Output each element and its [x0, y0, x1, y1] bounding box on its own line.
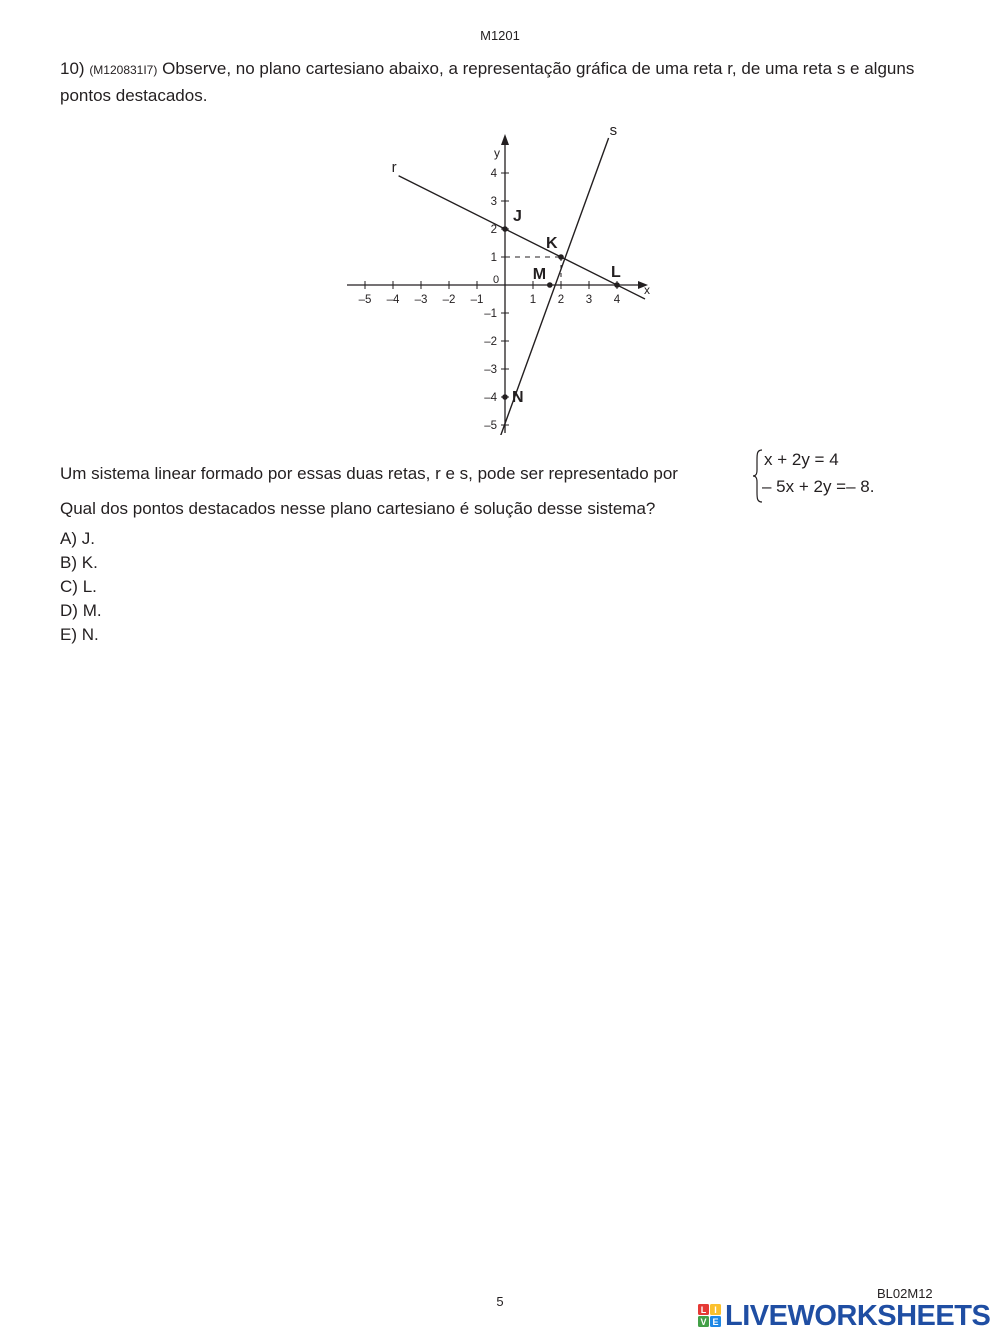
point-l [614, 282, 620, 288]
option-text: J. [81, 529, 95, 548]
option-text: L. [82, 577, 97, 596]
option-letter: E) [60, 625, 77, 644]
x-tick-label: –5 [358, 294, 372, 306]
point-k [558, 254, 564, 260]
brand-name: LIVEWORKSHEETS [725, 1299, 991, 1332]
x-tick-label: –1 [470, 294, 484, 306]
footer-code: BL02M12 [877, 1286, 933, 1301]
option-letter: B) [60, 553, 77, 572]
liveworksheets-brand[interactable] [698, 1300, 990, 1332]
line-r [399, 176, 645, 299]
option-text: K. [81, 553, 98, 572]
y-tick-label: –5 [484, 420, 497, 432]
option-d[interactable] [60, 599, 102, 623]
y-axis-label: y [494, 146, 500, 160]
question-statement [60, 56, 950, 108]
y-tick-label: –1 [484, 308, 497, 320]
y-tick-label: 2 [490, 224, 497, 236]
x-tick-label: 2 [557, 294, 565, 306]
question-text: Observe, no plano cartesiano abaixo, a representação gráfica de uma reta r, de uma reta s e alguns pontos destacados. [60, 59, 915, 105]
y-axis-arrow-icon [501, 134, 509, 145]
logo-letter: V [700, 1317, 707, 1327]
y-tick-label: 3 [490, 196, 497, 208]
option-letter: D) [60, 601, 78, 620]
logo-letter: L [700, 1305, 707, 1315]
origin-label: 0 [492, 274, 500, 286]
line-label-s: s [609, 125, 618, 139]
question-code: (M120831I7) [89, 63, 158, 77]
point-label-l: L [611, 264, 621, 281]
x-tick-label: 4 [613, 294, 621, 306]
y-tick-label: –2 [484, 336, 497, 348]
y-tick-label: –3 [484, 364, 497, 376]
x-tick-label: 3 [585, 294, 593, 306]
option-e[interactable] [60, 623, 102, 647]
point-label-n: N [512, 389, 524, 406]
line-label-r: r [391, 158, 397, 176]
linear-system [752, 448, 902, 504]
equation-2-text: – 5x + 2y =– 8 [762, 477, 870, 496]
point-m [547, 282, 553, 288]
point-n [502, 394, 508, 400]
liveworksheets-logo-icon [698, 1304, 722, 1328]
question-prompt: Qual dos pontos destacados nesse plano cartesiano é solução desse sistema? [60, 499, 656, 518]
equation-2 [762, 477, 874, 497]
y-tick-label: –4 [484, 392, 497, 404]
x-tick-label: 1 [529, 294, 537, 306]
point-j [502, 226, 508, 232]
x-tick-label: –2 [442, 294, 456, 306]
y-tick-label: 4 [490, 168, 497, 180]
option-a[interactable] [60, 527, 102, 551]
option-text: M. [82, 601, 102, 620]
point-label-m: M [532, 266, 547, 283]
equation-1: x + 2y = 4 [764, 450, 839, 469]
option-letter: A) [60, 529, 77, 548]
system-intro: Um sistema linear formado por essas duas retas, r e s, pode ser representado por [60, 464, 678, 483]
logo-letter: E [712, 1317, 719, 1327]
x-axis-label: x [644, 283, 650, 297]
option-c[interactable] [60, 575, 102, 599]
option-letter: C) [60, 577, 78, 596]
page-number: 5 [496, 1294, 504, 1309]
answer-options [60, 527, 102, 647]
x-tick-label: –4 [386, 294, 400, 306]
point-label-j: J [513, 208, 522, 225]
option-text: N. [81, 625, 99, 644]
point-label-k: K [546, 235, 558, 252]
page-code: M1201 [480, 28, 520, 43]
cartesian-plane [335, 125, 665, 435]
question-number: 10) [60, 59, 85, 78]
x-tick-label: –3 [414, 294, 428, 306]
equation-2-end: . [869, 477, 875, 496]
y-tick-label: 1 [490, 252, 497, 264]
logo-letter: I [714, 1305, 717, 1315]
option-b[interactable] [60, 551, 102, 575]
